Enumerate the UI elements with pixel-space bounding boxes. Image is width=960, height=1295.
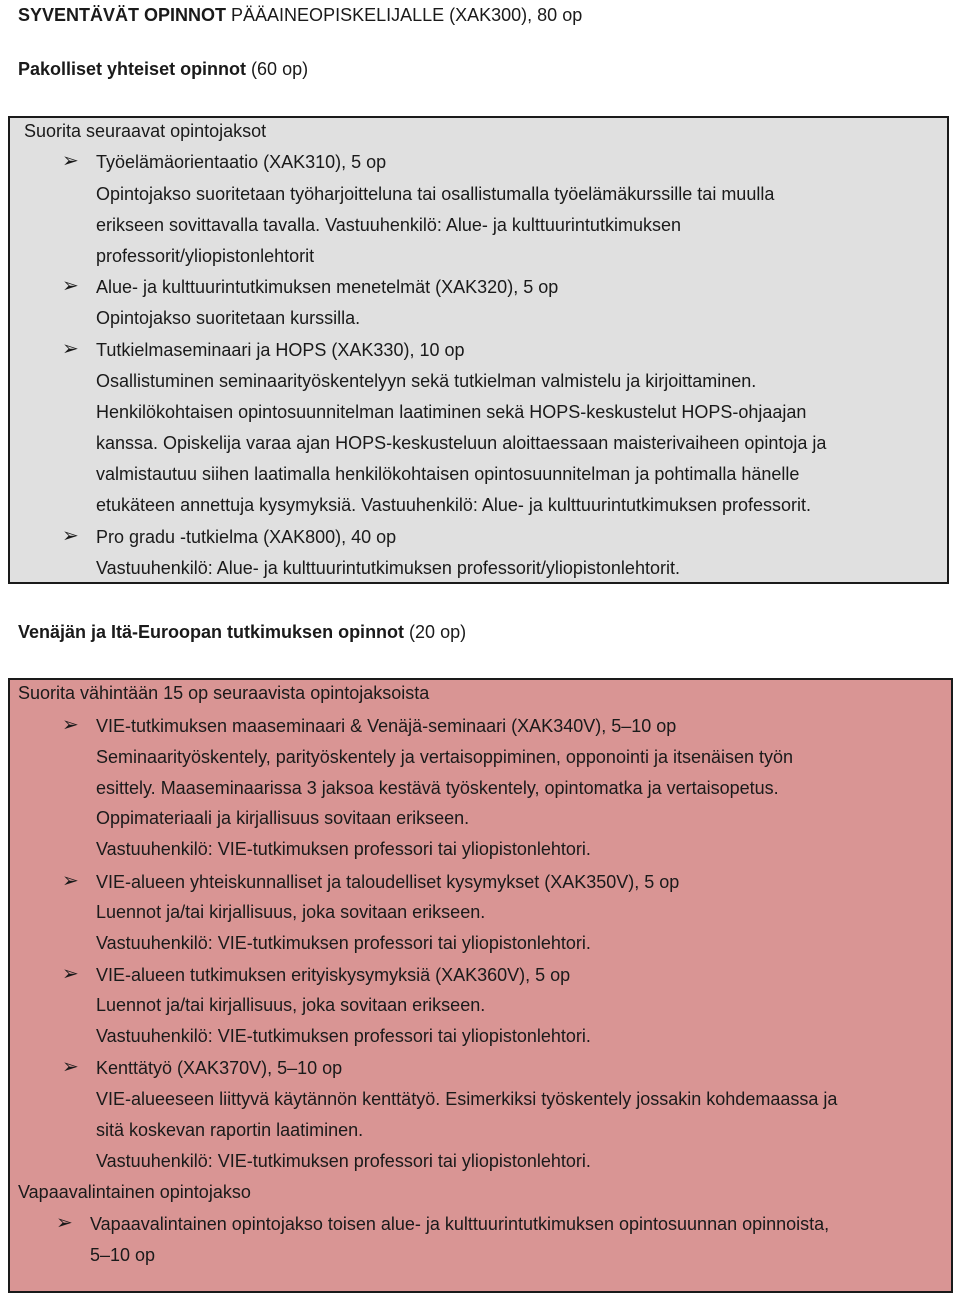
course-description: Osallistuminen seminaarityöskentelyyn sekä tutkielman valmistelu ja kirjoittaminen. xyxy=(96,371,757,391)
course-title: Kenttätyö (XAK370V), 5–10 op xyxy=(96,1058,343,1078)
course-description: kanssa. Opiskelija varaa ajan HOPS-keskusteluun aloittaessaan maisterivaiheen opintoja ja xyxy=(96,433,827,453)
box-intro: Suorita seuraavat opintojaksot xyxy=(24,121,267,141)
course-description: 5–10 op xyxy=(90,1245,156,1265)
course-description: Luennot ja/tai kirjallisuus, joka sovitaan erikseen. xyxy=(96,902,486,922)
course-title: Vapaavalintainen opintojakso toisen alue- ja kulttuurintutkimuksen opintosuunnan opinnoista, xyxy=(90,1214,830,1234)
course-description: Luennot ja/tai kirjallisuus, joka sovitaan erikseen. xyxy=(96,995,486,1015)
course-description: Seminaarityöskentely, parityöskentely ja vertaisoppiminen, opponointi ja itsenäisen työn xyxy=(96,747,794,767)
arrow-bullet-icon: ➢ xyxy=(56,1212,73,1234)
course-title: Tutkielmaseminaari ja HOPS (XAK330), 10 op xyxy=(96,340,465,360)
arrow-bullet-icon: ➢ xyxy=(62,525,79,547)
course-description: Vastuuhenkilö: Alue- ja kulttuurintutkimuksen professorit/yliopistonlehtorit. xyxy=(96,558,680,578)
arrow-bullet-icon: ➢ xyxy=(62,150,79,172)
course-description: Vastuuhenkilö: VIE-tutkimuksen professori tai yliopistonlehtori. xyxy=(96,1026,591,1046)
course-description: Henkilökohtaisen opintosuunnitelman laatiminen sekä HOPS-keskustelut HOPS-ohjaajan xyxy=(96,402,807,422)
course-description: valmistautuu siihen laatimalla henkilökohtaisen opintosuunnitelman ja pohtimalla hänelle xyxy=(96,464,800,484)
page-title: SYVENTÄVÄT OPINNOT PÄÄAINEOPISKELIJALLE (XAK300), 80 op xyxy=(18,5,583,25)
course-description: sitä koskevan raportin laatiminen. xyxy=(96,1120,364,1140)
section-heading-mandatory: Pakolliset yhteiset opinnot (60 op) xyxy=(18,59,309,79)
course-description: VIE-alueeseen liittyvä käytännön kenttätyö. Esimerkiksi työskentely jossakin kohdemaassa ja xyxy=(96,1089,838,1109)
course-description: Oppimateriaali ja kirjallisuus sovitaan erikseen. xyxy=(96,808,470,828)
box-intro: Suorita vähintään 15 op seuraavista opintojaksoista xyxy=(18,683,430,703)
course-title: Pro gradu -tutkielma (XAK800), 40 op xyxy=(96,527,397,547)
arrow-bullet-icon: ➢ xyxy=(62,963,79,985)
course-title: Työelämäorientaatio (XAK310), 5 op xyxy=(96,152,387,172)
course-description: professorit/yliopistonlehtorit xyxy=(96,246,315,266)
arrow-bullet-icon: ➢ xyxy=(62,338,79,360)
course-description: etukäteen annettuja kysymyksiä. Vastuuhenkilö: Alue- ja kulttuurintutkimuksen professorit. xyxy=(96,495,812,515)
course-description: erikseen sovittavalla tavalla. Vastuuhenkilö: Alue- ja kulttuurintutkimuksen xyxy=(96,215,681,235)
arrow-bullet-icon: ➢ xyxy=(62,1056,79,1078)
course-description: Opintojakso suoritetaan työharjoitteluna tai osallistumalla työelämäkurssille tai muulla xyxy=(96,184,775,204)
course-description: Opintojakso suoritetaan kurssilla. xyxy=(96,308,361,328)
arrow-bullet-icon: ➢ xyxy=(62,714,79,736)
section-heading-vie: Venäjän ja Itä-Euroopan tutkimuksen opinnot (20 op) xyxy=(18,622,467,642)
course-title: VIE-alueen tutkimuksen erityiskysymyksiä (XAK360V), 5 op xyxy=(96,965,571,985)
elective-heading: Vapaavalintainen opintojakso xyxy=(18,1182,251,1202)
course-description: Vastuuhenkilö: VIE-tutkimuksen professori tai yliopistonlehtori. xyxy=(96,1151,591,1171)
course-title: VIE-alueen yhteiskunnalliset ja taloudelliset kysymykset (XAK350V), 5 op xyxy=(96,872,680,892)
course-title: Alue- ja kulttuurintutkimuksen menetelmät (XAK320), 5 op xyxy=(96,277,559,297)
course-description: Vastuuhenkilö: VIE-tutkimuksen professori tai yliopistonlehtori. xyxy=(96,933,591,953)
course-description: esittely. Maaseminaarissa 3 jaksoa kestävä työskentely, opintomatka ja vertaisopetus. xyxy=(96,778,779,798)
arrow-bullet-icon: ➢ xyxy=(62,870,79,892)
course-title: VIE-tutkimuksen maaseminaari & Venäjä-seminaari (XAK340V), 5–10 op xyxy=(96,716,677,736)
arrow-bullet-icon: ➢ xyxy=(62,275,79,297)
course-description: Vastuuhenkilö: VIE-tutkimuksen professori tai yliopistonlehtori. xyxy=(96,839,591,859)
